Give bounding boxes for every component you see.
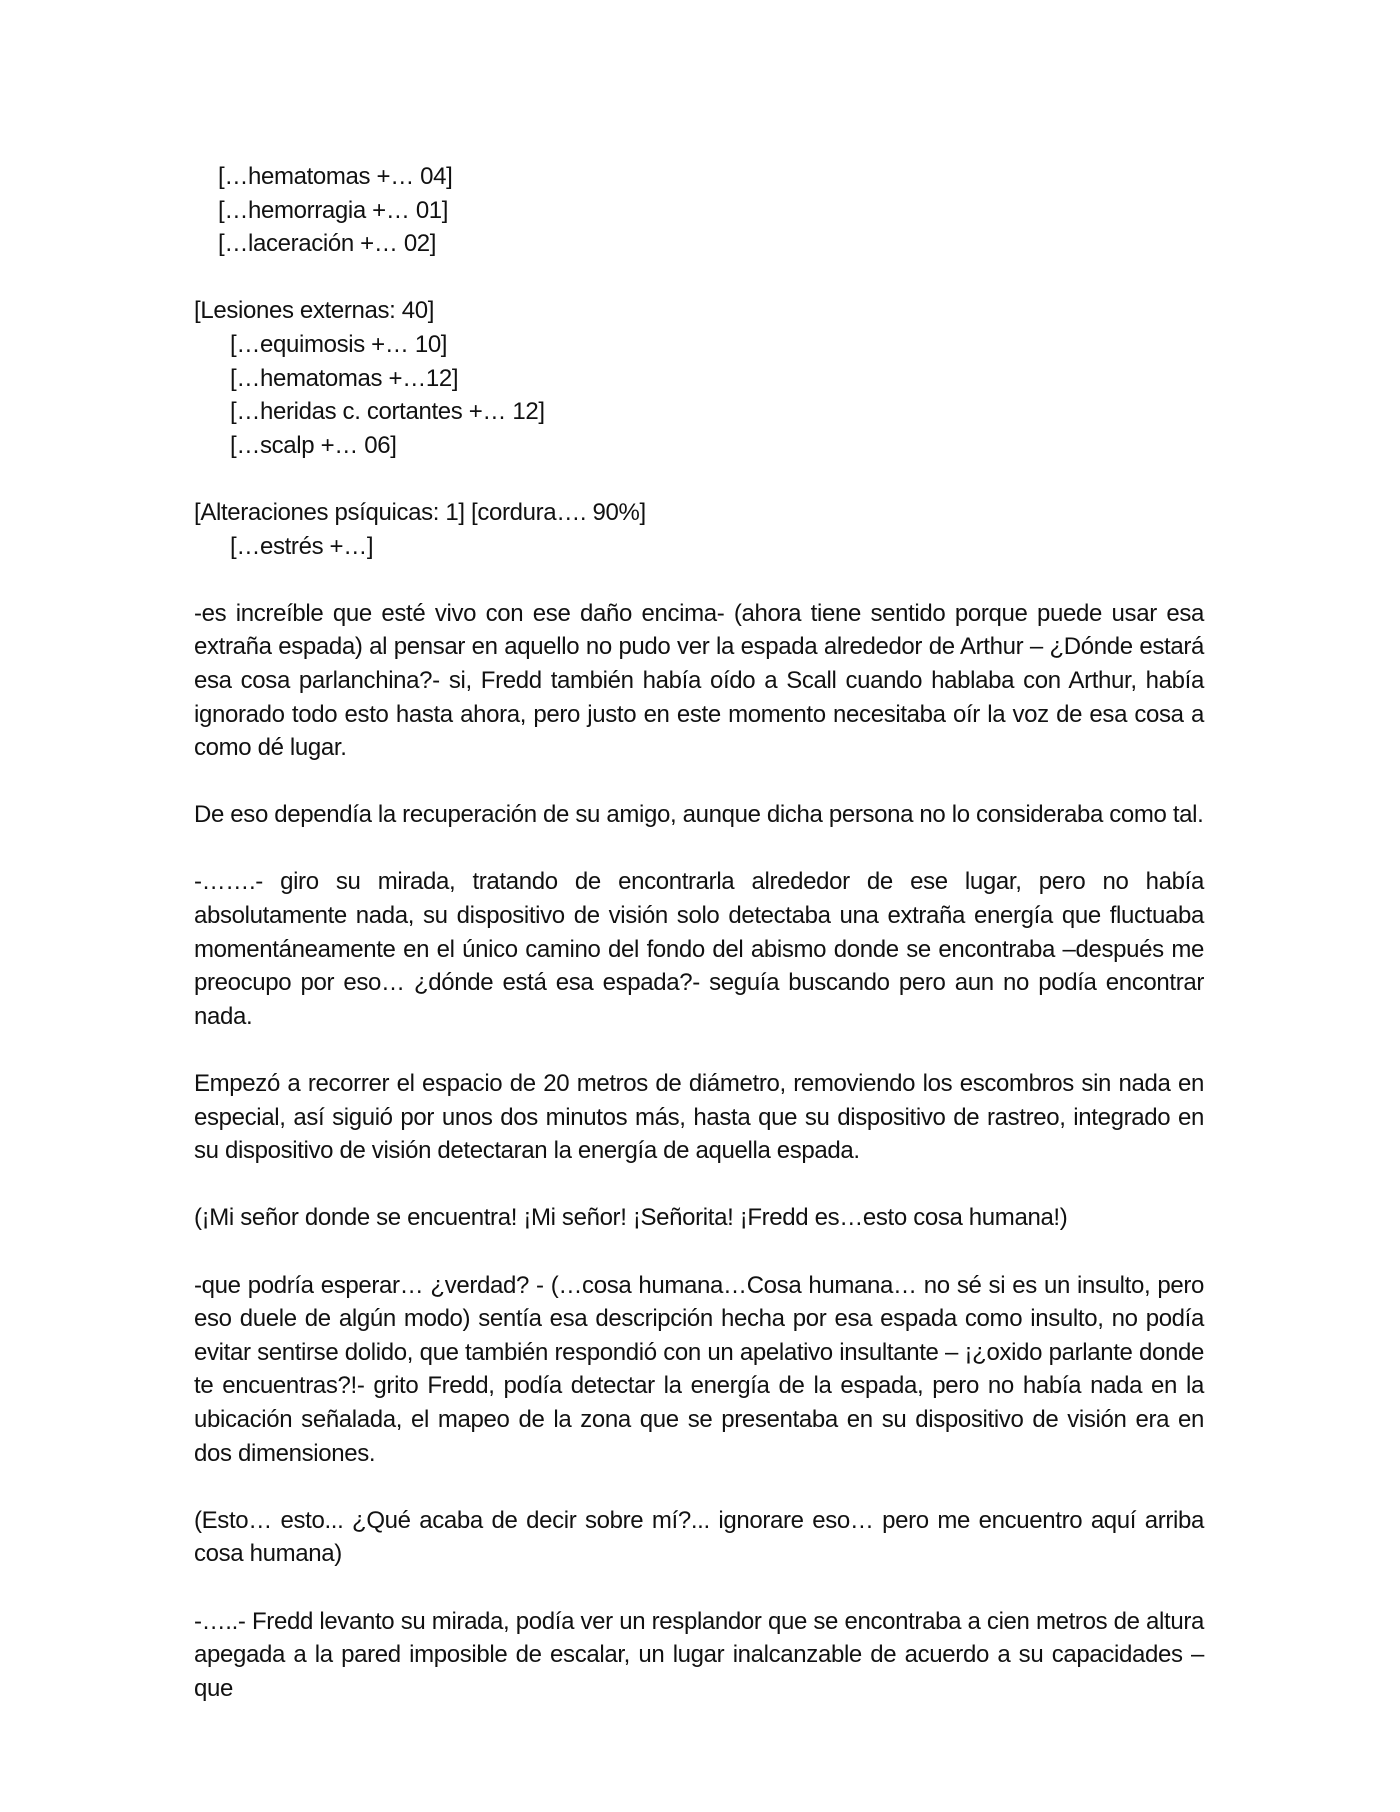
paragraph: (Esto… esto... ¿Qué acaba de decir sobre mí?... ignorare eso… pero me encuentro aquí arriba cosa humana) <box>194 1506 1204 1568</box>
document-page <box>194 160 1204 1705</box>
psychic-alterations-header: [Alteraciones psíquicas: 1] [cordura…. 90%] <box>194 498 646 526</box>
external-injuries-block <box>194 294 1204 462</box>
psychic-alterations-block <box>194 496 1204 563</box>
paragraph: -…….- giro su mirada, tratando de encontrarla alrededor de ese lugar, pero no había absolutamente nada, su dispositivo de visión solo detectaba una extraña energía que fluctuaba momentáneamente en el único camino del fondo del abismo donde se encontraba –después me preocupo por eso… ¿dónde está esa espada?- seguía buscando pero aun no podía encontrar nada. <box>194 868 1204 1030</box>
list-item: […hemorragia +… 01] <box>218 196 449 224</box>
paragraph: -es increíble que esté vivo con ese daño encima- (ahora tiene sentido porque puede usar esa extraña espada) al pensar en aquello no pudo ver la espada alrededor de Arthur – ¿Dónde estará esa cosa parlanchina?- si, Fredd también había oído a Scall cuando hablaba con Arthur, había ignorado todo esto hasta ahora, pero justo en este momento necesitaba oír la voz de esa cosa a como dé lugar. <box>194 599 1204 762</box>
spacer <box>194 261 1204 295</box>
spacer <box>194 462 1204 496</box>
list-item: […hematomas +…12] <box>230 364 459 392</box>
external-injuries-header: [Lesiones externas: 40] <box>194 297 435 325</box>
paragraph: -…..- Fredd levanto su mirada, podía ver un resplandor que se encontraba a cien metros de altura apegada a la pared imposible de escalar, un lugar inalcanzable de acuerdo a su capacidades –que <box>194 1607 1204 1702</box>
paragraph: De eso dependía la recuperación de su amigo, aunque dicha persona no lo consideraba como tal. <box>194 801 1204 829</box>
paragraph: (¡Mi señor donde se encuentra! ¡Mi señor! ¡Señorita! ¡Fredd es…esto cosa humana!) <box>194 1204 1068 1232</box>
internal-injuries-list <box>194 160 1204 261</box>
list-item: […estrés +…] <box>230 532 374 560</box>
list-item: […scalp +… 06] <box>230 431 397 459</box>
spacer <box>194 563 1204 597</box>
list-item: […equimosis +… 10] <box>230 330 448 358</box>
paragraph: Empezó a recorrer el espacio de 20 metros de diámetro, removiendo los escombros sin nada en especial, así siguió por unos dos minutos más, hasta que su dispositivo de rastreo, integrado en su dispositivo de visión detectaran la energía de aquella espada. <box>194 1070 1204 1165</box>
list-item: […hematomas +… 04] <box>218 163 453 190</box>
list-item: […laceración +… 02] <box>218 230 437 258</box>
list-item: […heridas c. cortantes +… 12] <box>230 398 545 426</box>
paragraph: -que podría esperar… ¿verdad? - (…cosa humana…Cosa humana… no sé si es un insulto, pero eso duele de algún modo) sentía esa descripción hecha por esa espada como insulto, no podía evitar sentirse dolido, que también respondió con un apelativo insultante – ¡¿oxido parlante donde te encuentras?!- grito Fredd, podía detectar la energía de la espada, pero no había nada en la ubicación señalada, el mapeo de la zona que se presentaba en su dispositivo de visión era en dos dimensiones. <box>194 1271 1204 1467</box>
